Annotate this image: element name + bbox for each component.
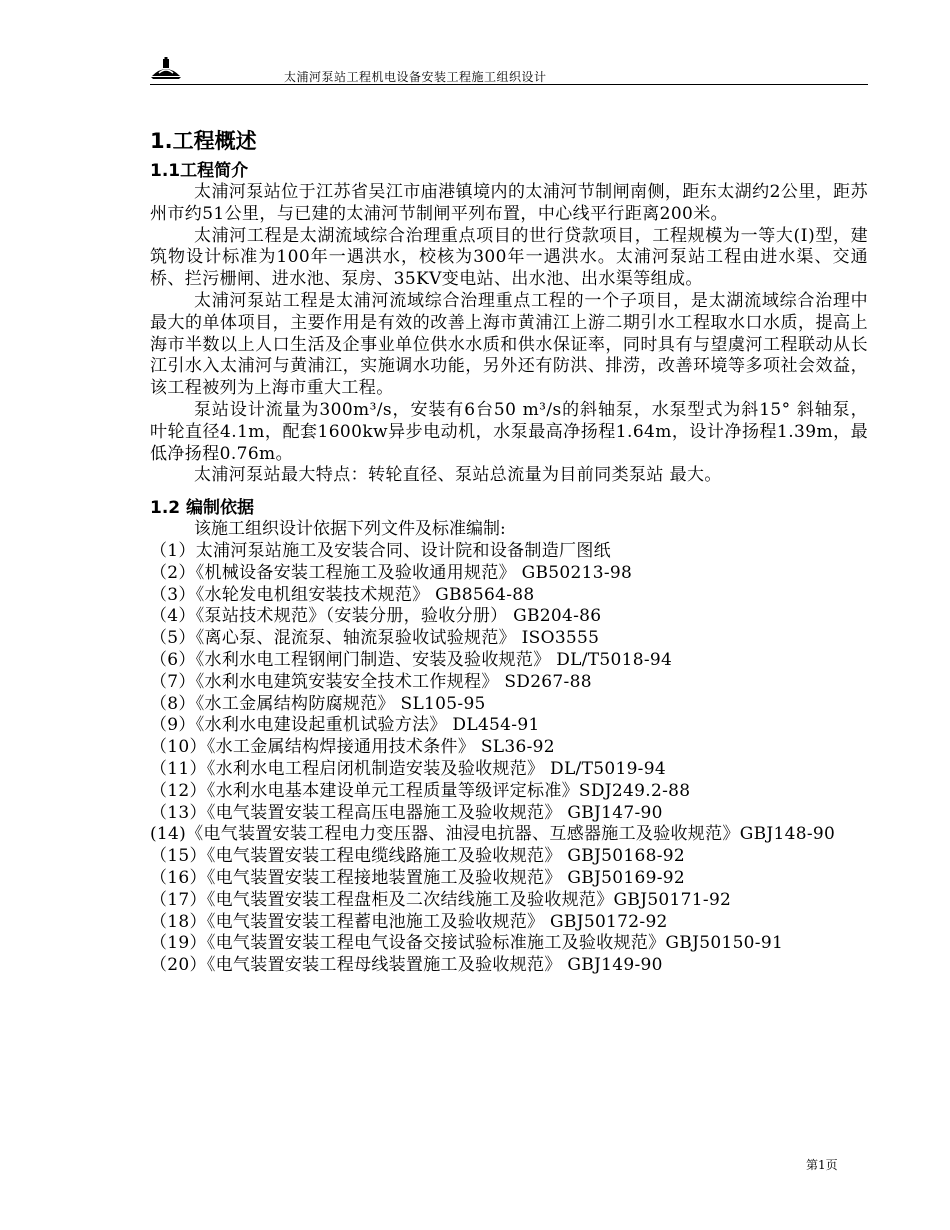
- basis-list-item: （6）《水利水电工程钢闸门制造、安装及验收规范》 DL/T5018-94: [150, 649, 673, 670]
- section-1-2-heading: 1.2 编制依据: [150, 498, 255, 519]
- basis-list-item: （17）《电气装置安装工程盘柜及二次结线施工及验收规范》GBJ50171-92: [150, 889, 732, 910]
- pump-station-logo-icon: [150, 56, 182, 80]
- document-header-title: 太浦河泵站工程机电设备安装工程施工组织设计: [284, 70, 547, 84]
- basis-list-item: （15）《电气装置安装工程电缆线路施工及验收规范》 GBJ50168-92: [150, 846, 685, 867]
- basis-list-item: （9）《水利水电建设起重机试验方法》 DL454-91: [150, 715, 540, 736]
- basis-list-item: （13）《电气装置安装工程高压电器施工及验收规范》 GBJ147-90: [150, 802, 663, 823]
- basis-list-item: (14)《电气装置安装工程电力变压器、油浸电抗器、互感器施工及验收规范》GBJ148-90: [150, 824, 836, 845]
- basis-list-item: （20）《电气装置安装工程母线装置施工及验收规范》 GBJ149-90: [150, 955, 663, 976]
- basis-list-item: （1）太浦河泵站施工及安装合同、设计院和设备制造厂图纸: [150, 540, 611, 561]
- basis-intro-text: 该施工组织设计依据下列文件及标准编制:: [194, 519, 506, 540]
- basis-list-item: （10）《水工金属结构焊接通用技术条件》 SL36-92: [150, 737, 555, 758]
- basis-list-item: （3）《水轮发电机组安装技术规范》 GB8564-88: [150, 584, 535, 605]
- basis-list-item: （16）《电气装置安装工程接地装置施工及验收规范》 GBJ50169-92: [150, 867, 685, 888]
- basis-list-item: （11）《水利水电工程启闭机制造安装及验收规范》 DL/T5019-94: [150, 758, 666, 779]
- project-intro-paragraph: 太浦河泵站最大特点：转轮直径、泵站总流量为目前同类泵站 最大。: [194, 465, 722, 486]
- basis-list-item: （5）《离心泵、混流泵、轴流泵验收试验规范》 ISO3555: [150, 628, 600, 649]
- basis-list-item: （7）《水利水电建筑安装安全技术工作规程》 SD267-88: [150, 671, 592, 692]
- section-1-heading: 1.工程概述: [150, 129, 257, 153]
- project-intro-paragraph: 泵站设计流量为300m³/s，安装有6台50 m³/s的斜轴泵，水泵型式为斜15° 斜轴泵，叶轮直径4.1m，配套1600kw异步电动机，水泵最高净扬程1.64m，设计净扬程1.39m，最低净扬程0.76m。: [150, 399, 868, 464]
- basis-list-item: （4）《泵站技术规范》（安装分册，验收分册） GB204-86: [150, 606, 602, 627]
- project-intro-paragraph: 太浦河泵站位于江苏省吴江市庙港镇境内的太浦河节制闸南侧，距东太湖约2公里，距苏州市约51公里，与已建的太浦河节制闸平列布置，中心线平行距离200米。: [150, 182, 868, 224]
- header-divider: [150, 84, 868, 85]
- basis-list-item: （19）《电气装置安装工程电气设备交接试验标准施工及验收规范》GBJ50150-91: [150, 933, 784, 954]
- section-1-1-heading: 1.1工程简介: [150, 161, 249, 181]
- basis-list-item: （12）《水利水电基本建设单元工程质量等级评定标准》SDJ249.2-88: [150, 780, 691, 801]
- project-intro-paragraph: 太浦河泵站工程是太浦河流域综合治理重点工程的一个子项目，是太湖流域综合治理中最大的单体项目，主要作用是有效的改善上海市黄浦江上游二期引水工程取水口水质，提高上海市半数以上人口生活及企事业单位供水水质和供水保证率，同时具有与望虞河工程联动从长江引水入太浦河与黄浦江，实施调水功能，另外还有防洪、排涝，改善环境等多项社会效益，该工程被列为上海市重大工程。: [150, 290, 868, 399]
- basis-list-item: （2）《机械设备安装工程施工及验收通用规范》 GB50213-98: [150, 562, 633, 583]
- document-body: [150, 126, 868, 977]
- project-intro-paragraph: 太浦河工程是太湖流域综合治理重点项目的世行贷款项目，工程规模为一等大(Ⅰ)型，建筑物设计标准为100年一遇洪水，校核为300年一遇洪水。太浦河泵站工程由进水渠、交通桥、拦污栅闸、进水池、泵房、35KV变电站、出水池、出水渠等组成。: [150, 225, 868, 290]
- page-number: 第1页: [806, 1158, 838, 1172]
- basis-list-item: （8）《水工金属结构防腐规范》 SL105-95: [150, 693, 486, 714]
- basis-list-item: （18）《电气装置安装工程蓄电池施工及验收规范》 GBJ50172-92: [150, 911, 668, 932]
- basis-document-list: [150, 541, 868, 977]
